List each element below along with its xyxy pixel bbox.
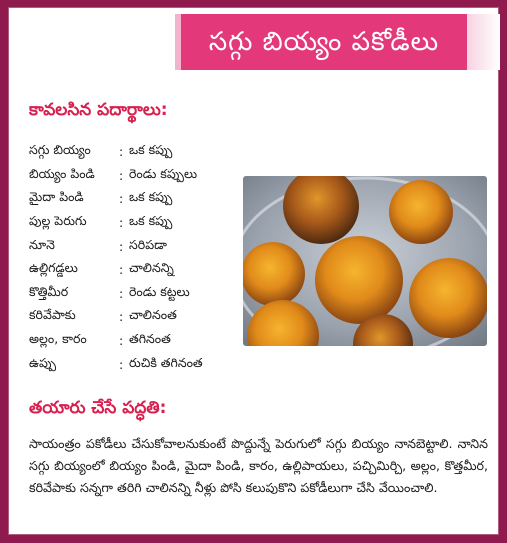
ingredient-row <box>29 258 203 282</box>
ingredient-quantity: రుచికి తగినంత <box>129 354 203 370</box>
ingredient-name: కొత్తిమీర <box>29 283 69 299</box>
ingredient-row <box>29 352 203 376</box>
ingredient-row <box>29 305 203 329</box>
ingredient-quantity: చాలినంత <box>129 307 177 323</box>
ingredient-name: ఉల్లిగడ్డలు <box>29 260 78 276</box>
ingredient-separator: : <box>119 191 124 207</box>
title-fade <box>467 14 500 70</box>
ingredient-name: అల్లం, కారం <box>29 331 87 347</box>
ingredients-list <box>29 140 203 376</box>
method-heading: తయారు చేసే పద్ధతి: <box>29 398 167 418</box>
ingredient-row <box>29 211 203 235</box>
ingredient-row <box>29 282 203 306</box>
ingredient-row <box>29 329 203 353</box>
ingredient-name: పుల్ల పెరుగు <box>29 213 87 229</box>
ingredient-separator: : <box>119 144 124 160</box>
ingredient-name: మైదా పిండి <box>29 189 84 205</box>
ingredient-name: బియ్యం పిండి <box>29 165 95 181</box>
recipe-title: సగ్గు బియ్యం పకోడీలు <box>181 14 467 70</box>
ingredient-separator: : <box>119 215 124 231</box>
ingredient-row <box>29 234 203 258</box>
recipe-card <box>8 7 499 535</box>
pakodi-photo <box>243 176 487 346</box>
ingredient-separator: : <box>119 333 124 349</box>
ingredient-quantity: ఒక కప్పు <box>129 142 173 158</box>
ingredient-quantity: ఒక కప్పు <box>129 189 173 205</box>
ingredient-separator: : <box>119 285 124 301</box>
ingredient-name: ఉప్పు <box>29 354 57 370</box>
ingredient-row <box>29 140 203 164</box>
ingredient-separator: : <box>119 167 124 183</box>
ingredient-quantity: ఒక కప్పు <box>129 213 173 229</box>
ingredient-quantity: సరిపడా <box>129 236 167 252</box>
ingredient-quantity: రెండు కప్పులు <box>129 165 198 181</box>
ingredients-heading: కావలసిన పదార్థాలు: <box>29 100 168 120</box>
ingredient-name: సగ్గు బియ్యం <box>29 142 91 158</box>
ingredient-separator: : <box>119 262 124 278</box>
ingredient-row <box>29 164 203 188</box>
method-text: సాయంత్రం పకోడీలు చేసుకోవాలనుకుంటే పొద్దున్నే పెరుగులో సగ్గు బియ్యం నానబెట్టాలి. నానిన సగ్గు బియ్యంలో బియ్యం పిండి, మైదా పిండి, కారం, ఉల్లిపాయలు, పచ్చిమిర్చి, అల్లం, కొత్తమీర, కరివేపాకు సన్నగా తరిగి చాలినన్ని నీళ్లు పోసి కలుపుకొని పకోడీలుగా చేసి వేయించాలి. <box>29 436 488 495</box>
ingredient-row <box>29 187 203 211</box>
ingredient-separator: : <box>119 309 124 325</box>
ingredient-name: కరివేపాకు <box>29 307 76 323</box>
ingredient-separator: : <box>119 238 124 254</box>
ingredient-separator: : <box>119 356 124 372</box>
ingredient-quantity: చాలినన్ని <box>129 260 174 276</box>
ingredient-name: నూనె <box>29 236 55 252</box>
ingredient-quantity: తగినంత <box>129 331 171 347</box>
ingredient-quantity: రెండు కట్టలు <box>129 283 190 299</box>
